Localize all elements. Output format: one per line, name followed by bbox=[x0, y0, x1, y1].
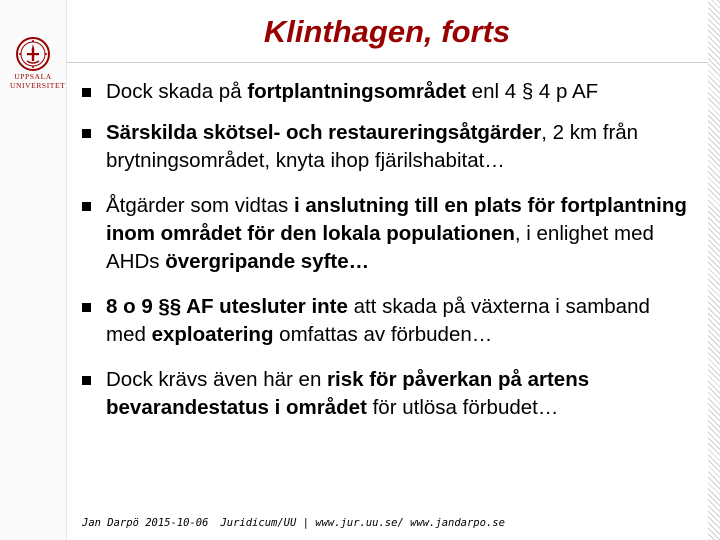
sidebar bbox=[0, 0, 67, 540]
bullet-text: Dock skada på bbox=[106, 80, 248, 103]
square-bullet-icon bbox=[82, 129, 91, 138]
logo-text-line1: UPPSALA bbox=[14, 72, 52, 81]
bullet-text: enl 4 § 4 p AF bbox=[465, 80, 599, 103]
slide-footer bbox=[82, 517, 505, 529]
slide-title: Klinthagen, forts bbox=[263, 14, 511, 49]
bullet-text: omfattas av förbuden… bbox=[273, 323, 493, 346]
square-bullet-icon bbox=[82, 376, 91, 385]
bullet-text: Åtgärder som vidtas bbox=[106, 194, 294, 217]
title-divider bbox=[66, 62, 708, 63]
bullet-item bbox=[82, 366, 692, 422]
bullet-emphasis: exploatering bbox=[151, 323, 274, 346]
footer-author: Jan Darpö 2015-10-06 bbox=[82, 517, 209, 529]
bullet-emphasis: övergripande syfte… bbox=[165, 250, 370, 273]
bullet-emphasis: risk för påverkan på artens bevarandestatus i området bbox=[106, 368, 590, 419]
bullet-emphasis: fortplantningsområdet bbox=[247, 80, 466, 103]
bullet-emphasis: 8 o 9 §§ AF utesluter inte bbox=[106, 295, 348, 318]
uppsala-seal-icon bbox=[15, 36, 51, 72]
uppsala-university-logo bbox=[10, 36, 66, 90]
bullet-text: för utlösa förbudet… bbox=[366, 396, 559, 419]
bullet-item bbox=[82, 293, 692, 349]
bullet-text: att skada på växterna i samband med bbox=[106, 295, 650, 346]
bullet-text: , 2 km från brytningsområdet, knyta ihop fjärilshabitat… bbox=[106, 121, 639, 172]
bullet-text: Dock krävs även här en bbox=[106, 368, 328, 391]
bullet-emphasis: Särskilda skötsel- och restaureringsåtgärder bbox=[106, 121, 542, 144]
bullet-item bbox=[82, 78, 692, 106]
square-bullet-icon bbox=[82, 303, 91, 312]
logo-text-line2: UNIVERSITET bbox=[10, 81, 66, 90]
square-bullet-icon bbox=[82, 202, 91, 211]
right-decorative-strip bbox=[708, 0, 720, 540]
bullet-list bbox=[82, 78, 692, 422]
bullet-text: , i enlighet med AHDs bbox=[106, 222, 654, 273]
bullet-emphasis: i anslutning till en plats för fortplantning inom området för den lokala populationen bbox=[106, 194, 687, 245]
square-bullet-icon bbox=[82, 88, 91, 97]
bullet-item bbox=[82, 192, 692, 276]
bullet-item bbox=[82, 119, 692, 175]
footer-info: Juridicum/UU | www.jur.uu.se/ www.jandarpo.se bbox=[220, 517, 505, 529]
